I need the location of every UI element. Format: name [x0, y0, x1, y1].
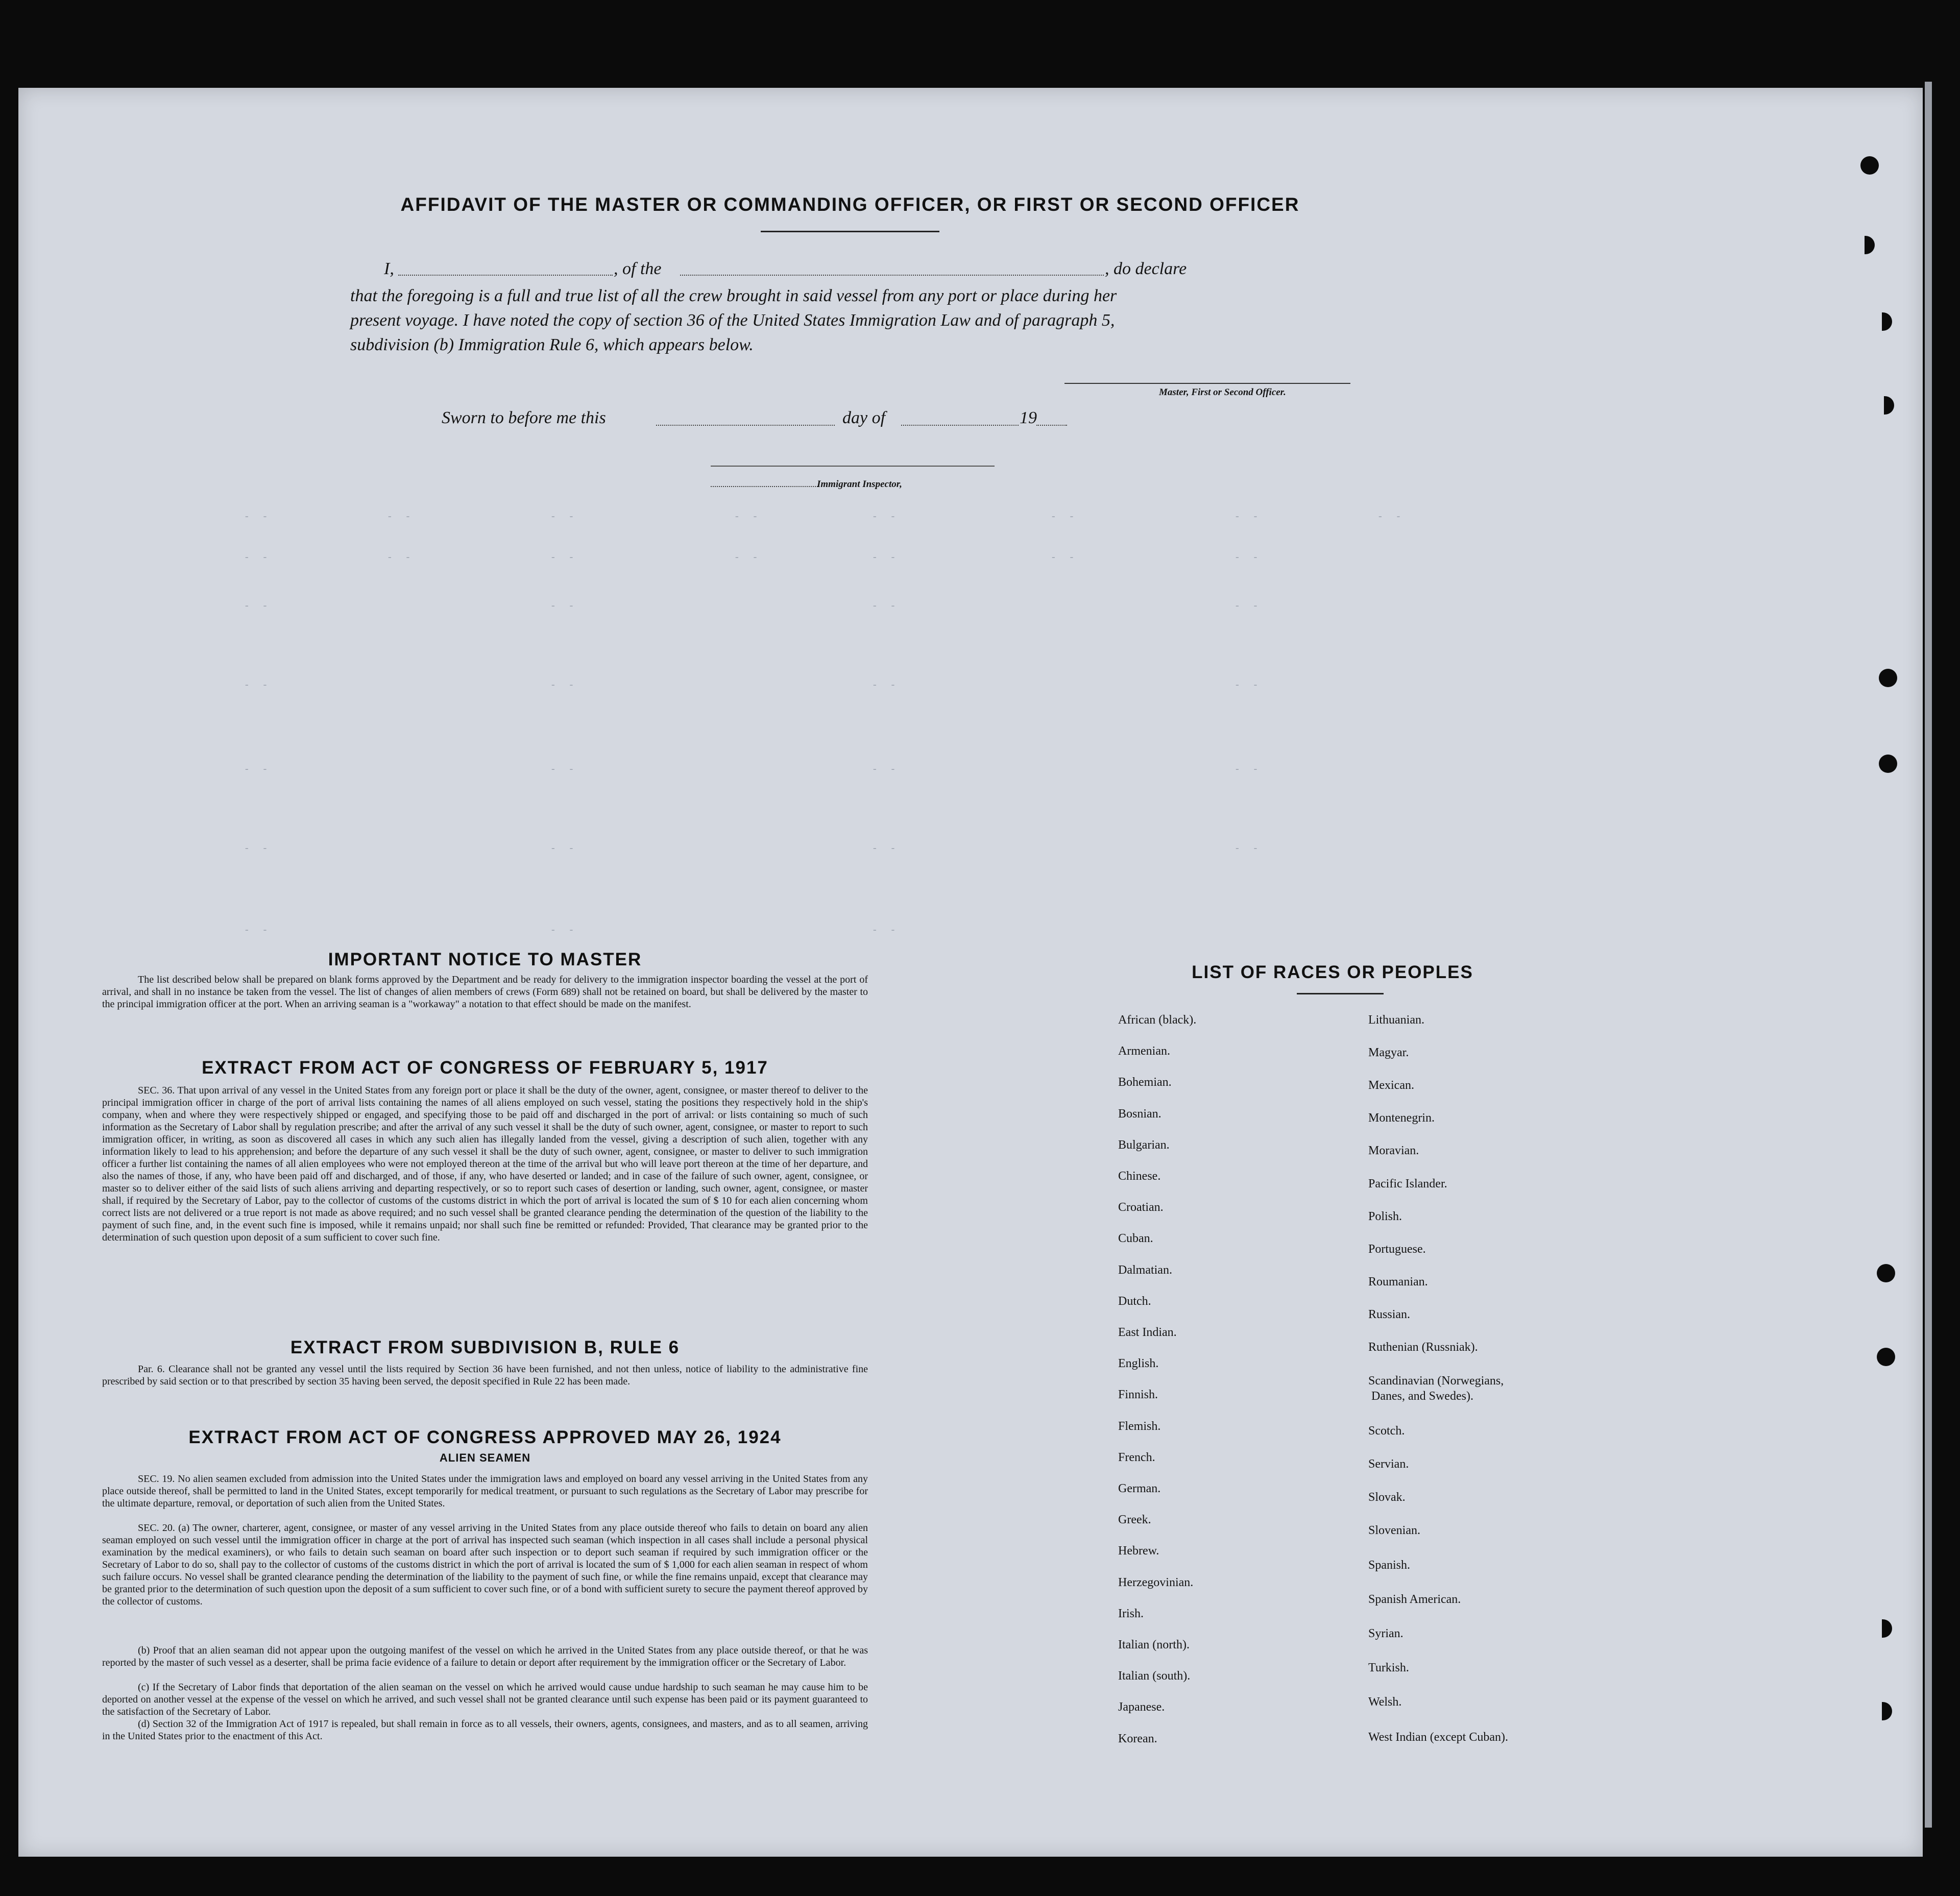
race-entry: Slovak. — [1368, 1491, 1406, 1504]
races-title-underline — [1297, 993, 1384, 994]
race-entry: French. — [1118, 1450, 1155, 1464]
race-entry: Italian (south). — [1118, 1669, 1191, 1683]
race-entry: Bosnian. — [1118, 1107, 1162, 1121]
vessel-blank — [680, 275, 1104, 276]
binder-hole — [1860, 156, 1879, 175]
sworn-day-blank — [656, 425, 835, 426]
bleed-mark: - - — [1378, 511, 1407, 522]
race-entry: Irish. — [1118, 1607, 1144, 1620]
bleed-mark: - - — [873, 763, 901, 774]
sworn-prefix: Sworn to before me this — [442, 408, 606, 427]
race-entry: Dutch. — [1118, 1294, 1151, 1308]
binder-hole — [1879, 755, 1897, 773]
bleed-mark: - - — [1052, 511, 1080, 522]
race-entry: Russian. — [1368, 1308, 1411, 1321]
bleed-mark: - - — [245, 511, 273, 522]
bleed-mark: - - — [873, 511, 901, 522]
race-entry: African (black). — [1118, 1013, 1197, 1027]
race-entry: Armenian. — [1118, 1044, 1170, 1058]
race-entry: Bulgarian. — [1118, 1138, 1170, 1152]
race-entry: Chinese. — [1118, 1170, 1161, 1183]
race-entry: Magyar. — [1368, 1046, 1409, 1059]
bleed-mark: - - — [551, 763, 579, 774]
sworn-month-blank — [901, 425, 1019, 426]
bleed-mark: - - — [1236, 551, 1264, 563]
bleed-mark: - - — [551, 924, 579, 935]
race-entry: Servian. — [1368, 1457, 1409, 1471]
bleed-mark: - - — [245, 763, 273, 774]
inspector-caption: Immigrant Inspector, — [817, 479, 902, 490]
bleed-mark: - - — [873, 679, 901, 690]
race-entry: Finnish. — [1118, 1388, 1158, 1402]
binder-hole — [1877, 1264, 1895, 1282]
bleed-mark: - - — [1236, 763, 1264, 774]
race-entry: Bohemian. — [1118, 1076, 1172, 1089]
race-entry: Scotch. — [1368, 1424, 1405, 1438]
extract-1924-sec20c: (c) If the Secretary of Labor finds that deportation of the alien seaman on the vessel on which he arrived would cause undue hardship to such seaman he may cause him to be deported on another vessel at the expense of the vessel on which he arrived, and such vessel shall not be granted clearance until such expense has been paid or its payment guaranteed to the satisfaction of the Secretary of Labor. — [102, 1682, 868, 1717]
race-entry: Japanese. — [1118, 1700, 1165, 1714]
race-entry: Lithuanian. — [1368, 1013, 1424, 1027]
race-entry: Spanish American. — [1368, 1593, 1461, 1606]
race-entry: Hebrew. — [1118, 1544, 1159, 1558]
race-entry: Dalmatian. — [1118, 1263, 1172, 1277]
extract-1924-sec20d: (d) Section 32 of the Immigration Act of 1917 is repealed, but shall remain in force as to all vessels, their owners, agents, consignees, and masters, and as to all seamen, arriving in the United States prior to the enactment of this Act. — [102, 1718, 868, 1742]
race-entry: Herzegovinian. — [1118, 1575, 1194, 1589]
sworn-year: 19 — [1020, 408, 1037, 427]
race-entry: Slovenian. — [1368, 1524, 1420, 1537]
race-entry: Welsh. — [1368, 1695, 1402, 1709]
race-entry: Roumanian. — [1368, 1275, 1428, 1289]
page-stack-edge — [1925, 82, 1932, 1828]
extract-1917-title: EXTRACT FROM ACT OF CONGRESS OF FEBRUARY 5, 1917 — [202, 1058, 768, 1078]
bleed-mark: - - — [388, 511, 416, 522]
sworn-year-blank — [1036, 425, 1067, 426]
extract-1924-sec20b: (b) Proof that an alien seaman did not appear upon the outgoing manifest of the vessel on which he arrived in the United States from any place outside thereof, or that he was reported by the master of such vessel as a deserter, shall be prima facie evidence of a failure to detain or deport after requirement by the immigration officer or the Secretary of Labor. — [102, 1645, 868, 1668]
binder-hole — [1879, 669, 1897, 687]
bleed-mark: - - — [735, 511, 763, 522]
binder-hole — [1877, 1348, 1895, 1366]
bleed-mark: - - — [551, 551, 579, 563]
affidavit-body-line: subdivision (b) Immigration Rule 6, which appears below. — [350, 335, 754, 354]
race-entry: Danes, and Swedes). — [1371, 1390, 1473, 1403]
race-entry: Mexican. — [1368, 1079, 1414, 1092]
extract-1917-text: SEC. 36. That upon arrival of any vessel in the United States from any foreign port or place it shall be the duty of the owner, agent, consignee, or master thereof to deliver to the principal immigration officer in charge of the port of arrival lists containing the names of all aliens employed on such vessel, stating the positions they respectively hold in the ship's company, when and where they were respectively shipped or engaged, and specifying those to be paid off and discharged in the port of arrival: or lists containing so much of such information as the Secretary of Labor shall by regulation prescribe; and after the arrival of any such vessel it shall be the duty of such owner, agent, consignee, or master to report to such immigration officer, in writing, as soon as discovered all cases in which any such alien has illegally landed from the vessel, giving a description of such alien, together with any information likely to lead to his apprehension; and before the departure of any such vessel it shall be the duty of such owner, agent, consignee, or master to deliver to such immigration officer a further list containing the names of all alien employees who were not employed thereon at the time of the arrival but who will leave port thereon at the time of her departure, and also the names of those, if any, who have been paid off and discharged, and of those, if any, who have deserted or landed; and in case of the failure of such owner, agent, consignee, or master so to deliver either of the said lists of such aliens arriving and departing respectively, or so to report such cases of desertion or landing, such owner, agent, consignee, or master shall, if required by the Secretary of Labor, pay to the collector of customs of the customs district in which the port of arrival is located the sum of $ 10 for each alien concerning whom correct lists are not delivered or a true report is not made as above required; and no such vessel shall be granted clearance pending the determination of the question of the liability to the payment of such fine, and, in the event such fine is imposed, while it remains unpaid; nor shall such fine be remitted or refunded: Provided, That clearance may be granted prior to the determination of such question upon deposit of a sum sufficient to cover such fine. — [102, 1085, 868, 1243]
race-entry: Moravian. — [1368, 1144, 1419, 1157]
bleed-mark: - - — [551, 600, 579, 611]
bleed-mark: - - — [1236, 600, 1264, 611]
race-entry: West Indian (except Cuban). — [1368, 1731, 1508, 1744]
race-entry: Turkish. — [1368, 1661, 1409, 1674]
race-entry: Ruthenian (Russniak). — [1368, 1341, 1478, 1354]
race-entry: English. — [1118, 1357, 1159, 1371]
bleed-mark: - - — [388, 551, 416, 563]
race-entry: Polish. — [1368, 1210, 1402, 1223]
title-underline — [761, 231, 939, 232]
inspector-lead-dots — [711, 486, 818, 487]
race-entry: German. — [1118, 1482, 1161, 1495]
bleed-mark: - - — [873, 924, 901, 935]
affidavit-body-line: present voyage. I have noted the copy of section 36 of the United States Immigration Law and of paragraph 5, — [350, 311, 1115, 330]
affidavit-title: AFFIDAVIT OF THE MASTER OR COMMANDING OFFICER, OR FIRST OR SECOND OFFICER — [400, 194, 1300, 215]
sworn-line — [442, 408, 1156, 432]
race-entry: Syrian. — [1368, 1627, 1404, 1640]
notice-title: IMPORTANT NOTICE TO MASTER — [328, 950, 642, 969]
race-entry: Italian (north). — [1118, 1638, 1190, 1651]
races-title: LIST OF RACES OR PEOPLES — [1192, 962, 1473, 982]
bleed-mark: - - — [551, 511, 579, 522]
race-entry: Croatian. — [1118, 1201, 1164, 1214]
notice-text: The list described below shall be prepared on blank forms approved by the Department and be ready for delivery to the immigration inspector boarding the vessel at the port of arrival, and shall in no instance be taken from the vessel. The list of changes of alien members of crews (Form 689) shall not be retained on board, but shall be delivered by the master to the principal immigration officer at the port. When an arriving seaman is a "workaway" a notation to that effect should be made on the manifest. — [102, 974, 868, 1010]
bleed-mark: - - — [245, 842, 273, 854]
signature-line — [1064, 383, 1350, 384]
bleed-mark: - - — [245, 600, 273, 611]
bleed-mark: - - — [245, 924, 273, 935]
extract-rule6-text: Par. 6. Clearance shall not be granted any vessel until the lists required by Section 36 have been furnished, and not then unless, notice of liability to the administrative fine prescribed by said section or to that prescribed by section 35 having been served, the deposit specified in Rule 22 has been made. — [102, 1364, 868, 1387]
race-entry: Cuban. — [1118, 1232, 1153, 1246]
bleed-mark: - - — [1236, 511, 1264, 522]
affidavit-body — [350, 284, 1351, 357]
inspector-line — [711, 466, 995, 467]
affidavit-body-line: that the foregoing is a full and true list of all the crew brought in said vessel from any port or place during her — [350, 286, 1117, 305]
affidavit-i-label: I, — [384, 259, 394, 278]
bleed-mark: - - — [1236, 842, 1264, 854]
extract-1924-subtitle: ALIEN SEAMEN — [439, 1451, 531, 1464]
race-entry: Pacific Islander. — [1368, 1177, 1447, 1190]
race-entry: Montenegrin. — [1368, 1111, 1435, 1125]
bleed-mark: - - — [873, 600, 901, 611]
of-the-label: , of the — [614, 259, 662, 278]
race-entry: East Indian. — [1118, 1326, 1177, 1339]
race-entry: Spanish. — [1368, 1559, 1411, 1572]
bleed-mark: - - — [1052, 551, 1080, 563]
race-entry: Scandinavian (Norwegians, — [1368, 1374, 1504, 1388]
race-entry: Korean. — [1118, 1732, 1157, 1745]
bleed-mark: - - — [245, 551, 273, 563]
bleed-mark: - - — [873, 551, 901, 563]
affidavit-declare-line — [384, 259, 1354, 282]
do-declare-label: , do declare — [1105, 259, 1187, 278]
race-entry: Greek. — [1118, 1513, 1151, 1527]
bleed-mark: - - — [551, 842, 579, 854]
extract-1924-title: EXTRACT FROM ACT OF CONGRESS APPROVED MAY 26, 1924 — [188, 1427, 782, 1447]
bleed-mark: - - — [1236, 679, 1264, 690]
bleed-mark: - - — [551, 679, 579, 690]
race-entry: Portuguese. — [1368, 1243, 1426, 1256]
bleed-mark: - - — [735, 551, 763, 563]
bleed-mark: - - — [245, 679, 273, 690]
extract-1924-sec19: SEC. 19. No alien seamen excluded from admission into the United States under the immigration laws and employed on board any vessel arriving in the United States from any place outside thereof, shall be permitted to land in the United States, except temporarily for medical treatment, or pursuant to such regulations as the Secretary of Labor may prescribe for the ultimate departure, removal, or deportation of such alien from the United States. — [102, 1473, 868, 1509]
sworn-day-of: day of — [842, 408, 886, 427]
signature-caption: Master, First or Second Officer. — [1159, 387, 1286, 398]
bleed-mark: - - — [873, 842, 901, 854]
extract-rule6-title: EXTRACT FROM SUBDIVISION B, RULE 6 — [290, 1338, 680, 1357]
extract-1924-sec20a: SEC. 20. (a) The owner, charterer, agent, consignee, or master of any vessel arriving in the United States from any place outside thereof who fails to detain on board any alien seaman employed on such vessel until the immigration officer in charge at the port of arrival has inspected such seaman (which inspection in all cases shall include a personal physical examination by the medical examiners), or who fails to detain such seaman on board after such inspection or to deport such seaman if required by such immigration officer or the Secretary of Labor to do so, shall pay to the collector of customs of the customs district in which the port of arrival is located the sum of $ 1,000 for each alien seaman in respect of whom such failure occurs. No vessel shall be granted clearance pending the determination of the liability to the payment of such fine, or while the fine remains unpaid, except that clearance may be granted prior to the determination of such question upon the deposit of a sum sufficient to cover such fine, or of a bond with sufficient surety to secure the payment thereof approved by the collector of customs. — [102, 1522, 868, 1607]
race-entry: Flemish. — [1118, 1419, 1161, 1433]
name-blank — [398, 275, 613, 276]
